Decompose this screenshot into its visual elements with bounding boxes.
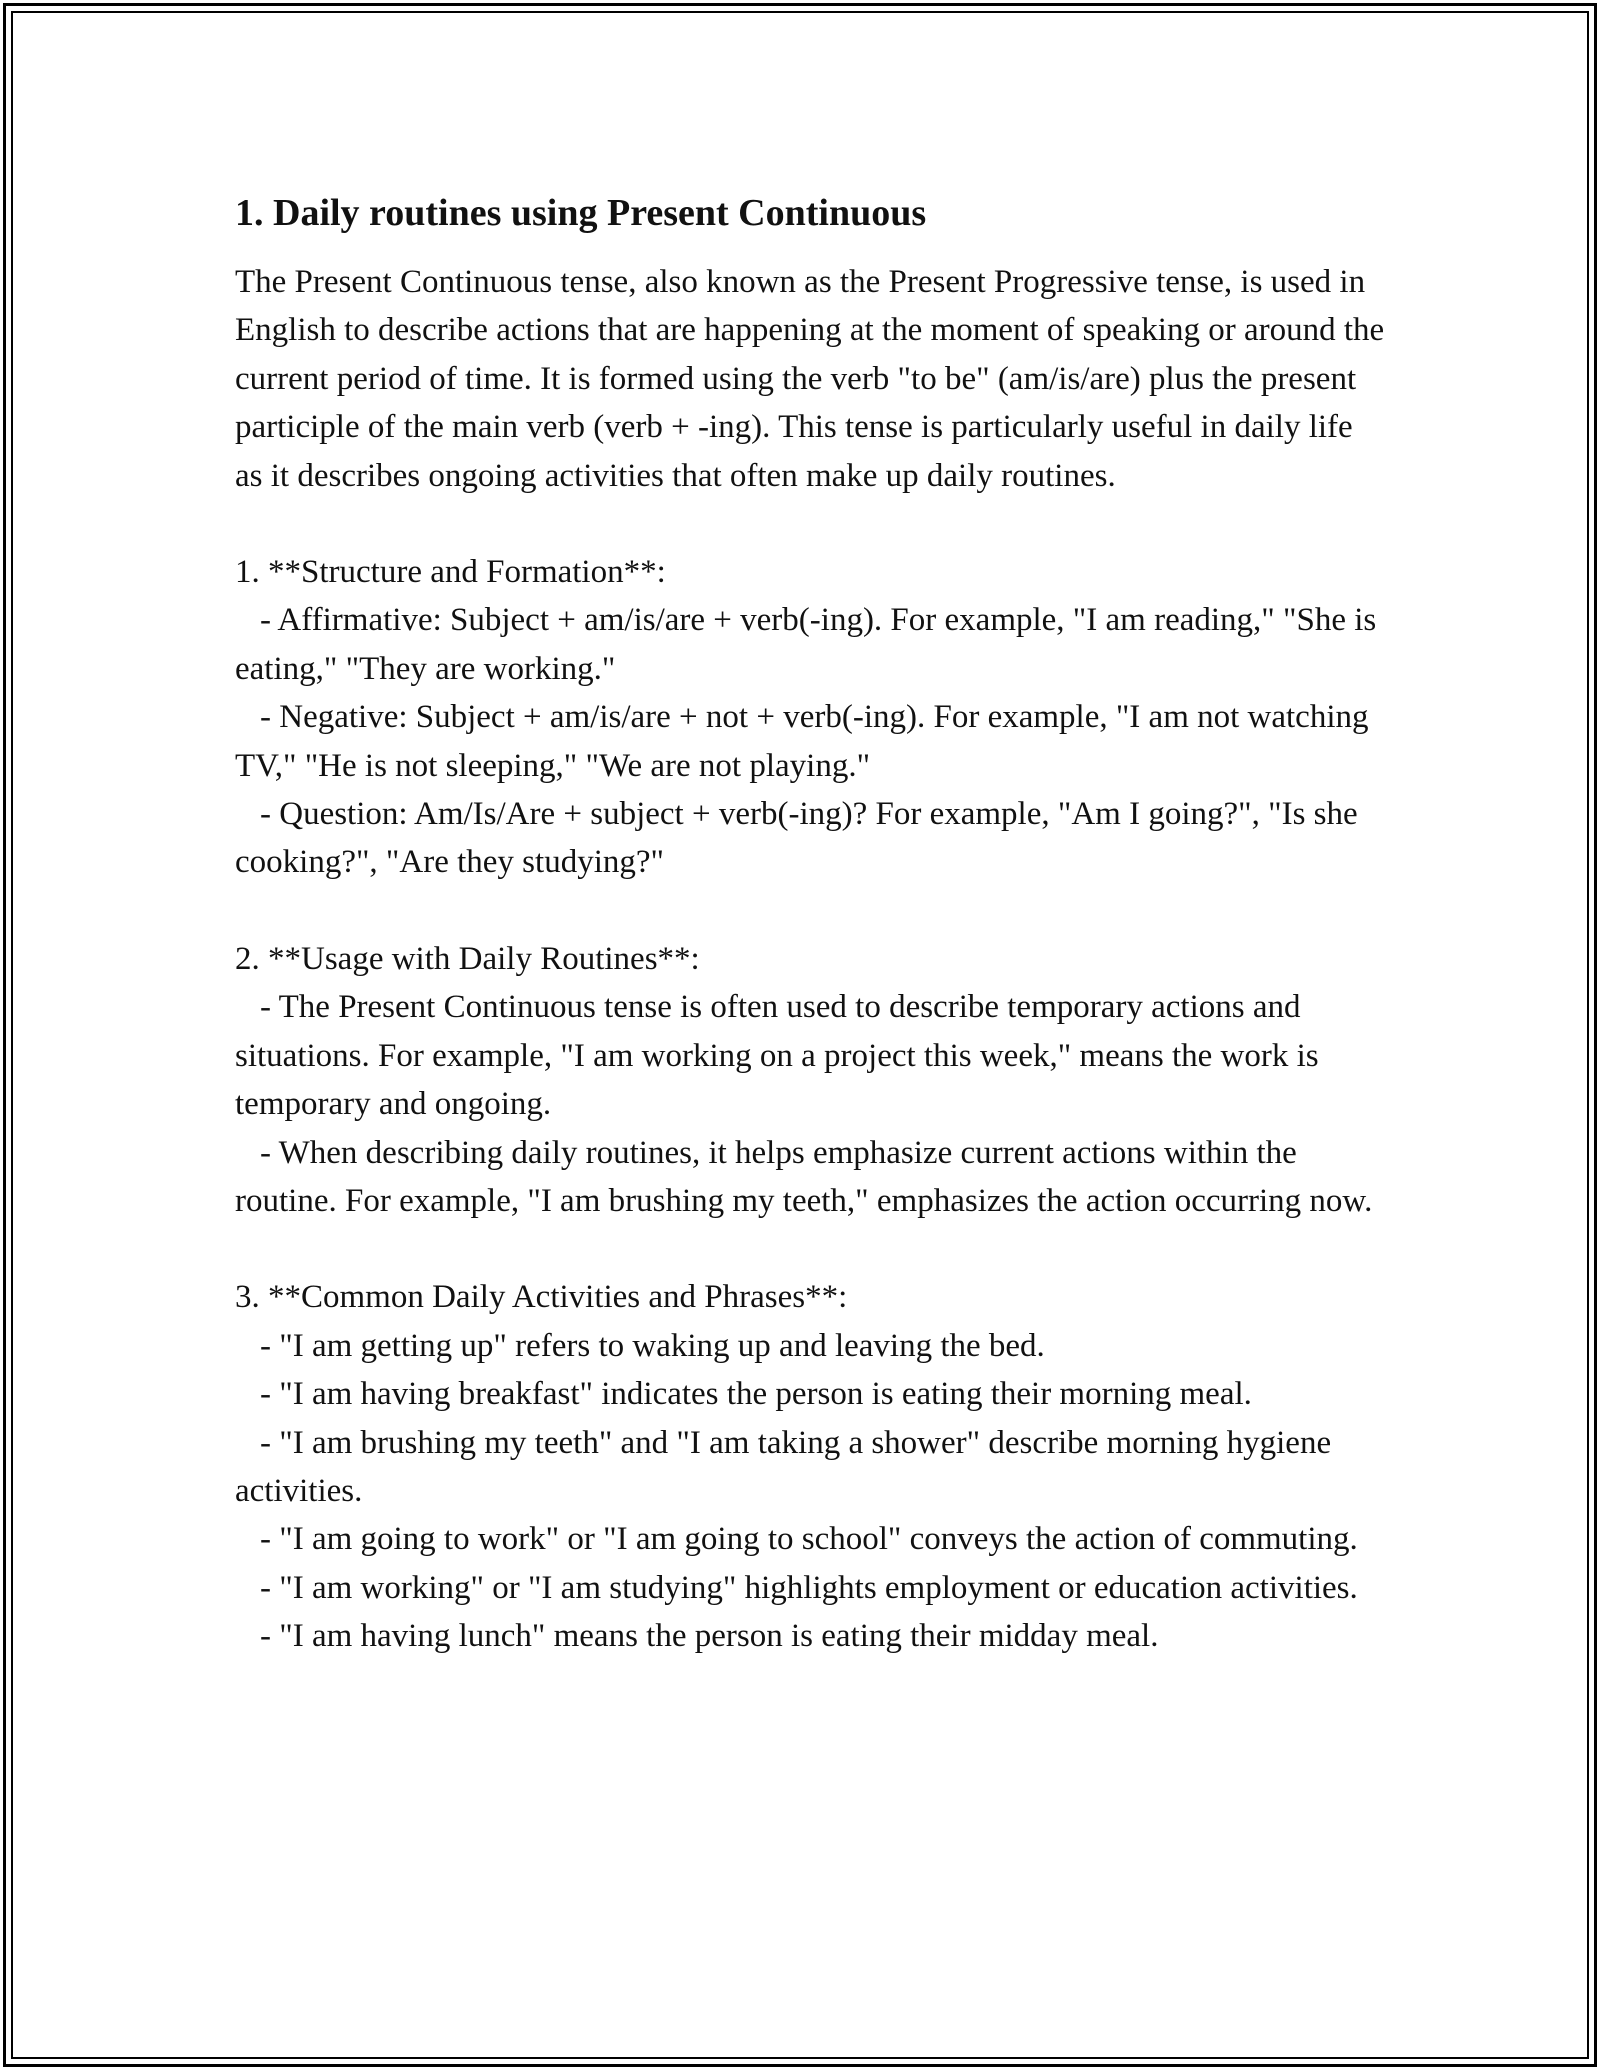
list-item: - Question: Am/Is/Are + subject + verb(-ing)? For example, "Am I going?", "Is she cooking?", "Are they studying?" [235,796,1358,881]
list-item: - Negative: Subject + am/is/are + not + verb(-ing). For example, "I am not watching TV," "He is not sleeping," "We are not playing." [235,699,1369,784]
document-title: 1. Daily routines using Present Continuous [235,192,927,234]
section-heading: 3. **Common Daily Activities and Phrases**: [235,1279,848,1316]
list-item: - The Present Continuous tense is often used to describe temporary actions and situations. For example, "I am working on a project this week," means the work is temporary and ongoing. [235,989,1319,1123]
list-item: - "I am brushing my teeth" and "I am taking a shower" describe morning hygiene activities. [235,1424,1332,1509]
section-structure-formation [235,548,1385,887]
section-common-activities [235,1273,1385,1660]
list-item: - When describing daily routines, it helps emphasize current actions within the routine. For example, "I am brushing my teeth," emphasizes the action occurring now. [235,1134,1373,1219]
list-item: - "I am having breakfast" indicates the person is eating their morning meal. [260,1376,1252,1413]
list-item: - "I am going to work" or "I am going to school" conveys the action of commuting. [260,1521,1358,1558]
intro-paragraph: The Present Continuous tense, also known as the Present Progressive tense, is used in English to describe actions that are happening at the moment of speaking or around the current period of time. It is formed using the verb "to be" (am/is/are) plus the present participle of the main verb (verb + -ing). This tense is particularly useful in daily life as it describes ongoing activities that often make up daily routines. [235,264,1385,494]
list-item: - "I am working" or "I am studying" highlights employment or education activities. [260,1569,1358,1606]
list-item: - Affirmative: Subject + am/is/are + verb(-ing). For example, "I am reading," "She is eating," "They are working." [235,602,1377,687]
document-body [235,186,1385,1661]
section-usage-daily-routines [235,935,1385,1225]
list-item: - "I am having lunch" means the person is eating their midday meal. [260,1618,1159,1655]
section-heading: 2. **Usage with Daily Routines**: [235,940,700,977]
section-heading: 1. **Structure and Formation**: [235,554,666,591]
list-item: - "I am getting up" refers to waking up and leaving the bed. [260,1327,1045,1364]
